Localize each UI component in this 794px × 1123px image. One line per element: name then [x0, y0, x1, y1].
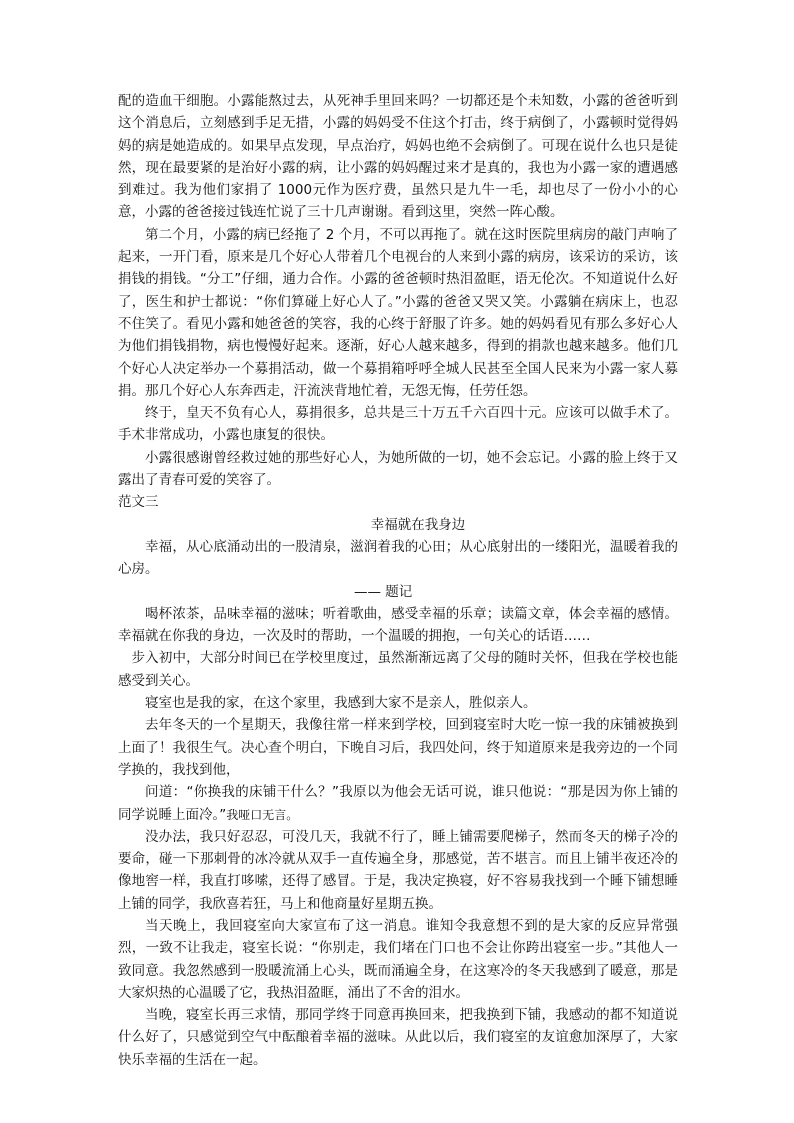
dialogue-text: 问道：“你换我的床铺干什么？”我原以为他会无话可说，谁只他说：“那是因为你上铺的同学说睡上面冷。” [118, 784, 678, 823]
aside-text: 我哑口无言。 [226, 807, 299, 822]
epigraph-sign: —— 题记 [354, 583, 413, 600]
paragraph: 小露很感谢曾经救过她的那些好心人，为她所做的一切，她不会忘记。小露的脸上终于又露出了青春可爱的笑容了。 [118, 449, 678, 489]
paragraph: 终于，皇天不负有心人，募捐很多，总共是三十万五千六百四十元。应该可以做手术了。手术非常成功，小露也康复的很快。 [118, 405, 678, 444]
essay-title: 幸福就在我身边 [370, 516, 466, 533]
paragraph: 步入初中，大部分时间已在学校里度过，虽然渐渐远离了父母的随时关怀，但我在学校也能感受到关心。 [118, 650, 678, 689]
paragraph: 配的造血干细胞。小露能熬过去，从死神手里回来吗？一切都还是个未知数，小露的爸爸听到这个消息后，立刻感到手足无措，小露的妈妈受不住这个打击，终于病倒了，小露顿时觉得妈妈的病是她造成的。如果早点发现，早点治疗，妈妈也绝不会病倒了。可现在说什么也只是徒然，现在最要紧的是治好小露的病，让小露的妈妈醒过来才是真的，我也为小露一家的遭遇感到难过。我为他们家捐了 1000元作为医疗费，虽然只是九牛一毛，却也尽了一份小小的心意，小露的爸爸接过钱连忙说了三十几声谢谢。看到这里，突然一阵心酸。 [118, 93, 678, 221]
paragraph: 没办法，我只好忍忍，可没几天，我就不行了，睡上铺需要爬梯子，然而冬天的梯子冷的要命，碰一下那刺骨的冰冷就从双手一直传遍全身，那感觉，苦不堪言。而且上铺半夜还冷的像地窖一样，我直打哆嗦，还得了感冒。于是，我决定换寝，好不容易我找到一个睡下铺想睡上铺的同学，我欣喜若狂，马上和他商量好星期五换。 [118, 828, 678, 912]
paragraph: 寝室也是我的家，在这个家里，我感到大家不是亲人，胜似亲人。 [145, 695, 537, 712]
document-page [118, 90, 678, 1071]
section-label: 范文三 [118, 494, 159, 511]
paragraph: 当天晚上，我回寝室向大家宣布了这一消息。谁知令我意想不到的是大家的反应异常强烈，一致不让我走，寝室长说：“你别走，我们堵在门口也不会让你跨出寝室一步。”其他人一致同意。我忽然感到一股暖流涌上心头，既而涌遍全身，在这寒冷的冬天我感到了暖意，那是大家炽热的心温暖了它，我热泪盈眶，涌出了不舍的泪水。 [118, 917, 678, 1001]
paragraph: 去年冬天的一个星期天，我像往常一样来到学校，回到寝室时大吃一惊一我的床铺被换到上面了！我很生气。决心查个明白，下晚自习后，我四处问，终于知道原来是我旁边的一个同学换的，我找到他， [118, 717, 678, 778]
epigraph: 幸福，从心底涌动出的一股清泉，滋润着我的心田；从心底射出的一缕阳光，温暖着我的心房。 [118, 538, 678, 578]
paragraph: 当晚，寝室长再三求情，那同学终于同意再换回来，把我换到下铺，我感动的都不知道说什么好了，只感觉到空气中酝酿着幸福的滋味。从此以后，我们寝室的友谊愈加深厚了，大家快乐幸福的生活在一起。 [118, 1007, 678, 1068]
paragraph: 喝杯浓茶，品味幸福的滋味；听着歌曲，感受幸福的乐章；读篇文章，体会幸福的感情。幸福就在你我的身边，一次及时的帮助，一个温暖的拥抱，一句关心的话语…… [118, 605, 678, 645]
paragraph [118, 781, 678, 826]
paragraph: 第二个月，小露的病已经拖了 2 个月，不可以再拖了。就在这时医院里病房的敲门声响了起来，一开门看，原来是几个好心人带着几个电视台的人来到小露的病房，该采访的采访，该捐钱的捐钱。“分工”仔细，通力合作。小露的爸爸顿时热泪盈眶，语无伦次。不知道说什么好了，医生和护士都说：“你们算碰上好心人了。”小露的爸爸又哭又笑。小露躺在病床上，也忍不住笑了。看见小露和她爸爸的笑容，我的心终于舒服了许多。她的妈妈看见有那么多好心人为他们捐钱捐物，病也慢慢好起来。逐渐，好心人越来越多，得到的捐款也越来越多。他们几个好心人决定举办一个募捐活动，做一个募捐箱呼呼全城人民甚至全国人民来为小露一家人募捐。那几个好心人东奔西走，汗流浃背地忙着，无怨无悔，任劳任怨。 [118, 226, 678, 399]
